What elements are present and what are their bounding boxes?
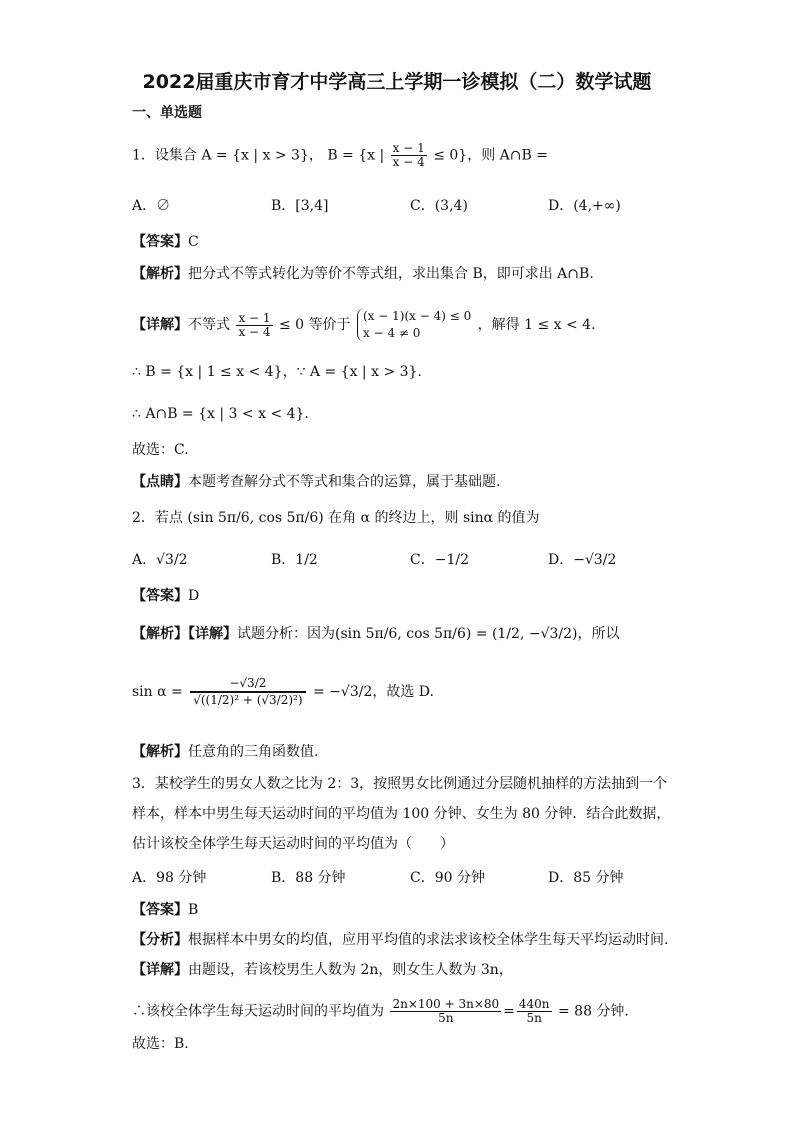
q2-calculation: sin α = $\frac{-√3/2}{\text{√((1/2)² + (√3/2)²)}}$ = −√3/2，故选 D. xyxy=(132,676,434,707)
section-heading: 一、单选题 xyxy=(132,105,202,121)
q2-analysis: 【解析】【详解】试题分析：因为(sin 5π/6, cos 5π/6) = (1/2, −√3/2)，所以 xyxy=(132,626,620,642)
q3-calculation: ∴该校全体学生每天运动时间的平均值为 $\frac{2n\times 100 + 3n\times 80}{5n}$ = $\frac{440n}{5n}$ = 88 分钟. xyxy=(132,997,629,1025)
q1-step-2: ∴ A∩B = {x | 3 < x < 4}. xyxy=(132,406,309,422)
q2-stem: 2．若点 (sin 5π/6, cos 5π/6) 在角 α 的终边上，则 sinα 的值为 xyxy=(132,510,540,526)
q1-stem xyxy=(132,142,548,169)
q1-option-c: C．(3,4) xyxy=(410,198,468,214)
q1-detail: 【详解】不等式 $\frac{x - 1}{x - 4}$ ≤ 0 等价于 (x − 1)(x − 4) ≤ 0 x − 4 ≠ 0 ，解得 1 ≤ x < 4. xyxy=(132,309,596,340)
q1-analysis: 【解析】把分式不等式转化为等价不等式组，求出集合 B，即可求出 A∩B. xyxy=(132,266,594,282)
q1-stem-b-post: ≤ 0}，则 A∩B = xyxy=(433,147,548,164)
q1-detail-fraction: $\frac{x - 1}{x - 4}$ xyxy=(238,310,271,339)
q2-option-d: D．−√3/2 xyxy=(548,552,617,568)
q1-choose: 故选：C. xyxy=(132,442,189,458)
q1-option-b: B．[3,4] xyxy=(271,198,329,214)
q3-choose: 故选：B. xyxy=(132,1036,189,1052)
q3-stem-line-2: 样本，样本中男生每天运动时间的平均值为 100 分钟、女生为 80 分钟．结合此数据， xyxy=(132,806,671,822)
q2-option-b: B．1/2 xyxy=(271,552,318,568)
q3-stem-line-3: 估计该校全体学生每天运动时间的平均值为（ ） xyxy=(132,836,454,852)
q2-option-c: C．−1/2 xyxy=(410,552,469,568)
q3-option-d: D．85 分钟 xyxy=(548,870,624,886)
q2-calc-fraction: $\frac{-√3/2}{\text{√((1/2)² + (√3/2)²)}}$ xyxy=(190,676,305,708)
q1-option-d: D．(4,+∞) xyxy=(548,198,621,214)
q1-stem-fraction: $\frac{x - 1}{x - 4}$ xyxy=(392,141,425,169)
q3-analysis: 【分析】根据样本中男女的均值，应用平均值的求法求该校全体学生每天平均运动时间. xyxy=(132,932,669,948)
q3-option-a: A．98 分钟 xyxy=(132,870,207,886)
q1-answer: 【答案】C xyxy=(132,234,199,250)
q1-option-a: A．∅ xyxy=(132,198,171,214)
document-title: 2022届重庆市育才中学高三上学期一诊模拟（二）数学试题 xyxy=(142,71,652,93)
q2-answer: 【答案】D xyxy=(132,588,200,604)
q3-option-c: C．90 分钟 xyxy=(410,870,485,886)
q1-step-1: ∴ B = {x | 1 ≤ x < 4}，∵ A = {x | x > 3}. xyxy=(132,364,422,380)
q3-calc-fraction-1: $\frac{2n\times 100 + 3n\times 80}{5n}$ xyxy=(392,997,500,1025)
q3-option-b: B．88 分钟 xyxy=(271,870,346,886)
q3-detail: 【详解】由题设，若该校男生人数为 2n，则女生人数为 3n， xyxy=(132,962,513,978)
q2-note: 【解析】任意角的三角函数值. xyxy=(132,744,319,760)
q1-inequality-system: (x − 1)(x − 4) ≤ 0 x − 4 ≠ 0 xyxy=(357,308,471,342)
q2-point: (sin 5π/6, cos 5π/6) xyxy=(187,510,324,526)
q2-option-a: A．√3/2 xyxy=(132,552,188,568)
q1-comment: 【点睛】本题考查解分式不等式和集合的运算，属于基础题. xyxy=(132,474,501,490)
q3-calc-fraction-2: $\frac{440n}{5n}$ xyxy=(518,997,550,1025)
q3-stem-line-1: 3．某校学生的男女人数之比为 2：3，按照男女比例通过分层随机抽样的方法抽到一个 xyxy=(132,776,668,792)
q1-stem-a: 1．设集合 A = {x | x > 3}， xyxy=(132,147,323,164)
q1-stem-b-pre: B = {x | xyxy=(327,147,385,164)
q3-answer: 【答案】B xyxy=(132,902,199,918)
